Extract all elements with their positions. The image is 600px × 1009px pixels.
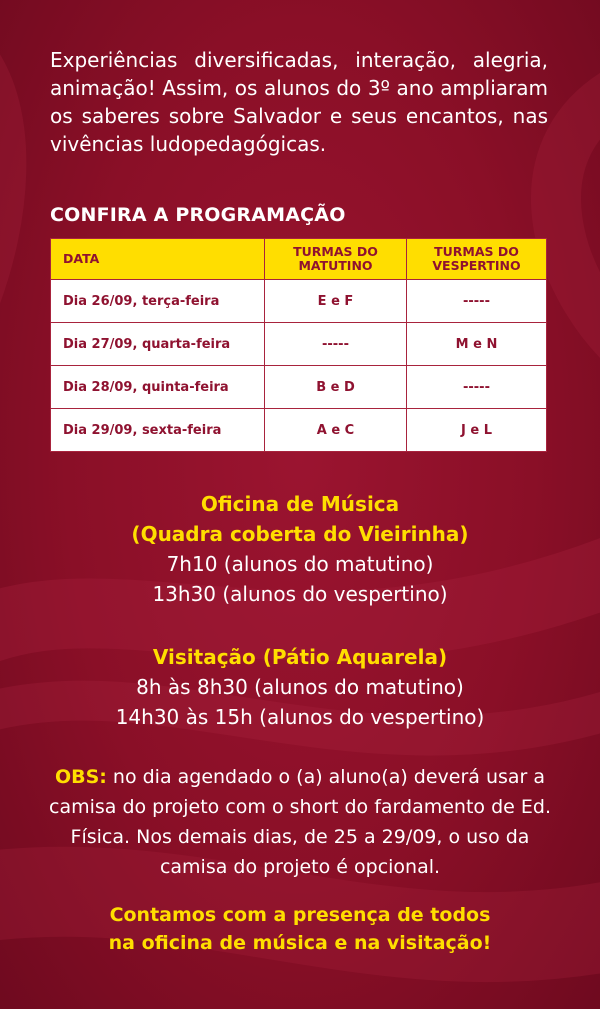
row-date: Dia 29/09, sexta-feira xyxy=(51,409,265,452)
closing-line2: na oficina de música e na visitação! xyxy=(108,932,492,954)
header-morning xyxy=(265,239,407,280)
music-place: (Quadra coberta do Vieirinha) xyxy=(131,522,469,546)
closing-line1: Contamos com a presença de todos xyxy=(109,904,491,926)
music-time-evening: 13h30 (alunos do vespertino) xyxy=(152,582,448,606)
music-workshop-block xyxy=(0,489,600,609)
closing-message xyxy=(0,901,600,957)
row-morning: E e F xyxy=(265,280,407,323)
obs-note xyxy=(48,762,552,882)
table-row xyxy=(51,366,547,409)
row-morning: A e C xyxy=(265,409,407,452)
table-row xyxy=(51,409,547,452)
table-row xyxy=(51,323,547,366)
table-row xyxy=(51,280,547,323)
header-evening-line1: TURMAS DO xyxy=(434,244,519,259)
row-morning: B e D xyxy=(265,366,407,409)
program-table xyxy=(50,238,547,452)
program-title: CONFIRA A PROGRAMAÇÃO xyxy=(50,204,346,226)
music-time-morning: 7h10 (alunos do matutino) xyxy=(166,552,434,576)
header-date: DATA xyxy=(51,239,265,280)
visit-time-morning: 8h às 8h30 (alunos do matutino) xyxy=(136,675,464,699)
obs-text: no dia agendado o (a) aluno(a) deverá usar a camisa do projeto com o short do fardamento de Ed. Física. Nos demais dias, de 25 a 29/09, o uso da camisa do projeto é opcional. xyxy=(49,766,551,878)
header-morning-line2: MATUTINO xyxy=(298,258,373,273)
header-morning-line1: TURMAS DO xyxy=(293,244,378,259)
visit-title: Visitação (Pátio Aquarela) xyxy=(152,645,448,669)
row-date: Dia 26/09, terça-feira xyxy=(51,280,265,323)
table-header-row xyxy=(51,239,547,280)
row-evening: M e N xyxy=(407,323,547,366)
row-evening: ----- xyxy=(407,366,547,409)
intro-paragraph: Experiências diversificadas, interação, alegria, animação! Assim, os alunos do 3º ano ampliaram os saberes sobre Salvador e seus encantos, nas vivências ludopedagógicas. xyxy=(50,48,548,156)
row-date: Dia 28/09, quinta-feira xyxy=(51,366,265,409)
obs-label: OBS: xyxy=(54,766,107,788)
row-date: Dia 27/09, quarta-feira xyxy=(51,323,265,366)
header-evening-line2: VESPERTINO xyxy=(432,258,521,273)
row-morning: ----- xyxy=(265,323,407,366)
row-evening: J e L xyxy=(407,409,547,452)
music-title: Oficina de Música xyxy=(200,492,400,516)
visit-block xyxy=(0,642,600,732)
header-evening xyxy=(407,239,547,280)
visit-time-evening: 14h30 às 15h (alunos do vespertino) xyxy=(115,705,485,729)
row-evening: ----- xyxy=(407,280,547,323)
